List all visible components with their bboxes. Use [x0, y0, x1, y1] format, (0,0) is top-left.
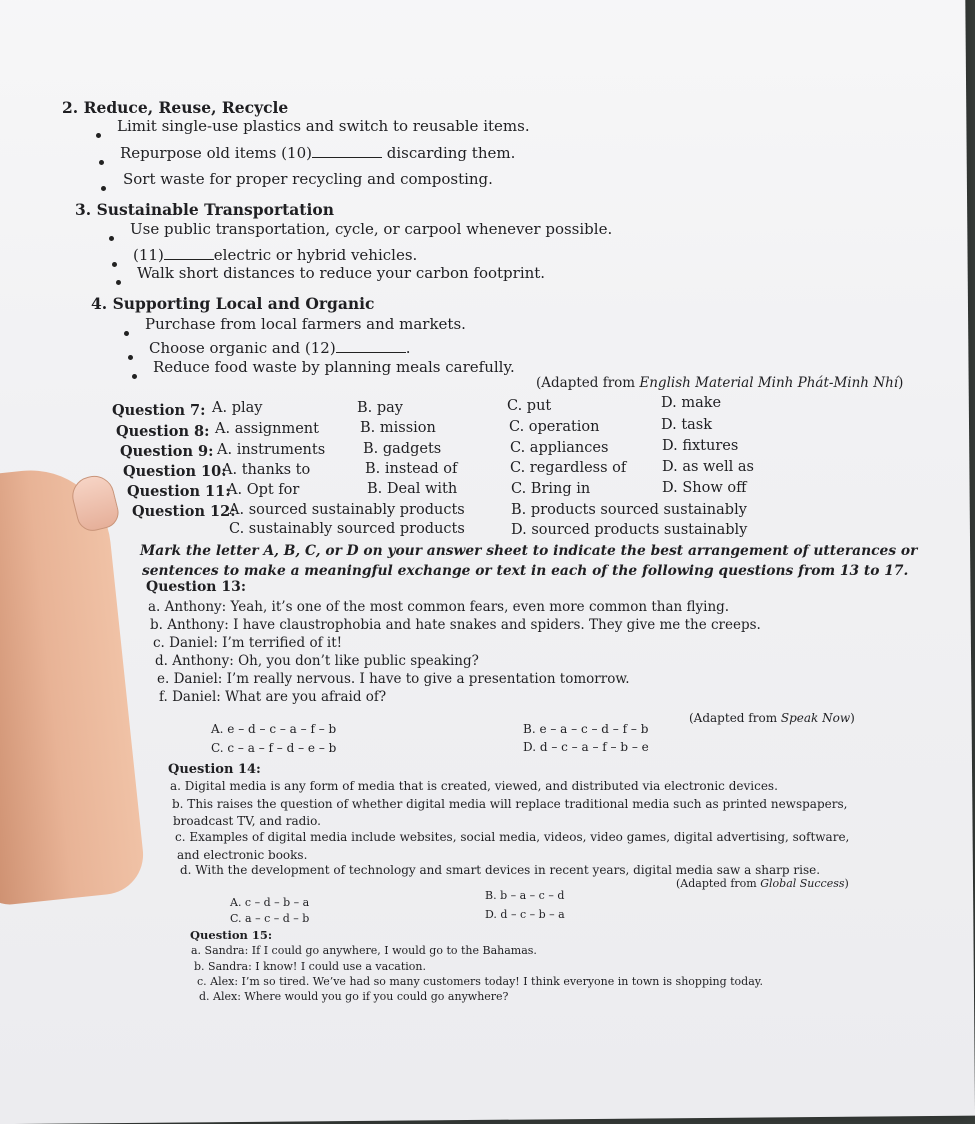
option-c: C. regardless of	[510, 460, 627, 476]
option-c: C. put	[507, 398, 552, 414]
option-b: B. mission	[360, 420, 436, 436]
option-a: A. c – d – b – a	[230, 896, 310, 909]
utterance-line: b. Sandra: I know! I could use a vacation.	[194, 960, 427, 973]
bullet-dot	[96, 133, 101, 138]
bullet-dot	[99, 160, 104, 165]
bullet-text: Use public transportation, cycle, or carpool whenever possible.	[130, 220, 613, 238]
option-d: D. fixtures	[662, 438, 739, 454]
option-a: A. assignment	[215, 421, 319, 437]
option-a: A. sourced sustainably products	[229, 502, 465, 518]
utterance-line: e. Daniel: I’m really nervous. I have to give a presentation tomorrow.	[157, 671, 630, 687]
question-label: Question 8:	[116, 423, 210, 440]
utterance-line: broadcast TV, and radio.	[173, 814, 321, 828]
option-c: C. Bring in	[511, 481, 591, 497]
bullet-text: Limit single-use plastics and switch to reusable items.	[117, 117, 530, 135]
option-c: C. c – a – f – d – e – b	[211, 741, 337, 755]
source-citation: (Adapted from Speak Now)	[689, 711, 855, 725]
option-a: A. e – d – c – a – f – b	[211, 722, 337, 736]
utterance-line: d. Alex: Where would you go if you could go anywhere?	[199, 990, 509, 1003]
question-label: Question 12:	[132, 503, 236, 520]
utterance-line: c. Examples of digital media include websites, social media, videos, video games, digital advertising, software,	[175, 830, 850, 844]
utterance-line: and electronic books.	[177, 848, 308, 862]
question-label: Question 10:	[123, 463, 227, 480]
question-label: Question 14:	[168, 762, 261, 777]
bullet-text: Reduce food waste by planning meals carefully.	[153, 358, 515, 376]
option-a: A. Opt for	[227, 482, 300, 498]
option-c: C. a – c – d – b	[230, 912, 310, 925]
section-title: 3. Sustainable Transportation	[75, 200, 334, 219]
option-b: B. products sourced sustainably	[511, 502, 747, 518]
option-b: B. b – a – c – d	[485, 889, 565, 902]
option-c: C. operation	[509, 419, 600, 435]
utterance-line: d. Anthony: Oh, you don’t like public speaking?	[155, 653, 479, 669]
utterance-line: c. Daniel: I’m terrified of it!	[153, 635, 343, 651]
bullet-dot	[128, 355, 133, 360]
option-b: B. Deal with	[367, 481, 458, 497]
utterance-line: b. This raises the question of whether digital media will replace traditional media such as printed newspapers,	[172, 797, 848, 811]
source-citation: (Adapted from English Material Minh Phát-Minh Nhí)	[536, 375, 904, 391]
instruction-line: sentences to make a meaningful exchange or text in each of the following questions from 13 to 17.	[142, 563, 909, 579]
option-b: B. e – a – c – d – f – b	[523, 722, 649, 736]
bullet-text: Choose organic and (12) .	[149, 339, 411, 357]
question-label: Question 15:	[190, 928, 273, 942]
option-b: B. pay	[357, 400, 403, 416]
answer-blank	[164, 247, 214, 260]
option-d: D. Show off	[662, 480, 747, 496]
utterance-line: c. Alex: I’m so tired. We’ve had so many customers today! I think everyone in town is shopping today.	[197, 975, 764, 988]
utterance-line: a. Sandra: If I could go anywhere, I would go to the Bahamas.	[191, 944, 537, 957]
utterance-line: d. With the development of technology and smart devices in recent years, digital media saw a sharp rise.	[180, 863, 821, 877]
utterance-line: f. Daniel: What are you afraid of?	[159, 689, 387, 705]
option-d: D. task	[661, 417, 713, 433]
source-citation: (Adapted from Global Success)	[676, 877, 849, 890]
answer-blank	[336, 340, 406, 353]
question-label: Question 11:	[127, 483, 231, 500]
question-label: Question 13:	[146, 579, 246, 595]
option-d: D. as well as	[662, 459, 754, 475]
option-d: D. d – c – b – a	[485, 908, 565, 921]
bullet-text: Sort waste for proper recycling and composting.	[123, 170, 493, 188]
bullet-text: Walk short distances to reduce your carbon footprint.	[137, 264, 546, 282]
bullet-dot	[132, 374, 137, 379]
option-a: A. play	[212, 400, 263, 416]
option-a: A. thanks to	[222, 462, 311, 478]
option-d: D. make	[661, 395, 722, 411]
bullet-text: Purchase from local farmers and markets.	[145, 315, 466, 333]
section-title: 2. Reduce, Reuse, Recycle	[62, 98, 289, 117]
bullet-dot	[112, 262, 117, 267]
option-b: B. gadgets	[363, 441, 442, 457]
bullet-dot	[101, 186, 106, 191]
option-d: D. sourced products sustainably	[511, 522, 748, 538]
utterance-line: b. Anthony: I have claustrophobia and hate snakes and spiders. They give me the creeps.	[150, 617, 761, 633]
question-label: Question 9:	[120, 443, 214, 460]
section-title: 4. Supporting Local and Organic	[91, 294, 375, 313]
instruction-line: Mark the letter A, B, C, or D on your answer sheet to indicate the best arrangement of utterances or	[140, 543, 918, 559]
bullet-dot	[109, 236, 114, 241]
bullet-dot	[116, 280, 121, 285]
option-a: A. instruments	[217, 442, 326, 458]
option-d: D. d – c – a – f – b – e	[523, 740, 649, 754]
option-c: C. sustainably sourced products	[229, 521, 465, 537]
bullet-text: (11) electric or hybrid vehicles.	[133, 246, 418, 264]
answer-blank	[312, 145, 382, 158]
question-label: Question 7:	[112, 402, 206, 419]
bullet-text: Repurpose old items (10) discarding them.	[120, 144, 516, 162]
utterance-line: a. Anthony: Yeah, it’s one of the most common fears, even more common than flying.	[148, 599, 730, 615]
bullet-dot	[124, 331, 129, 336]
option-c: C. appliances	[510, 440, 609, 456]
utterance-line: a. Digital media is any form of media that is created, viewed, and distributed via electronic devices.	[170, 779, 778, 793]
option-b: B. instead of	[365, 461, 458, 477]
